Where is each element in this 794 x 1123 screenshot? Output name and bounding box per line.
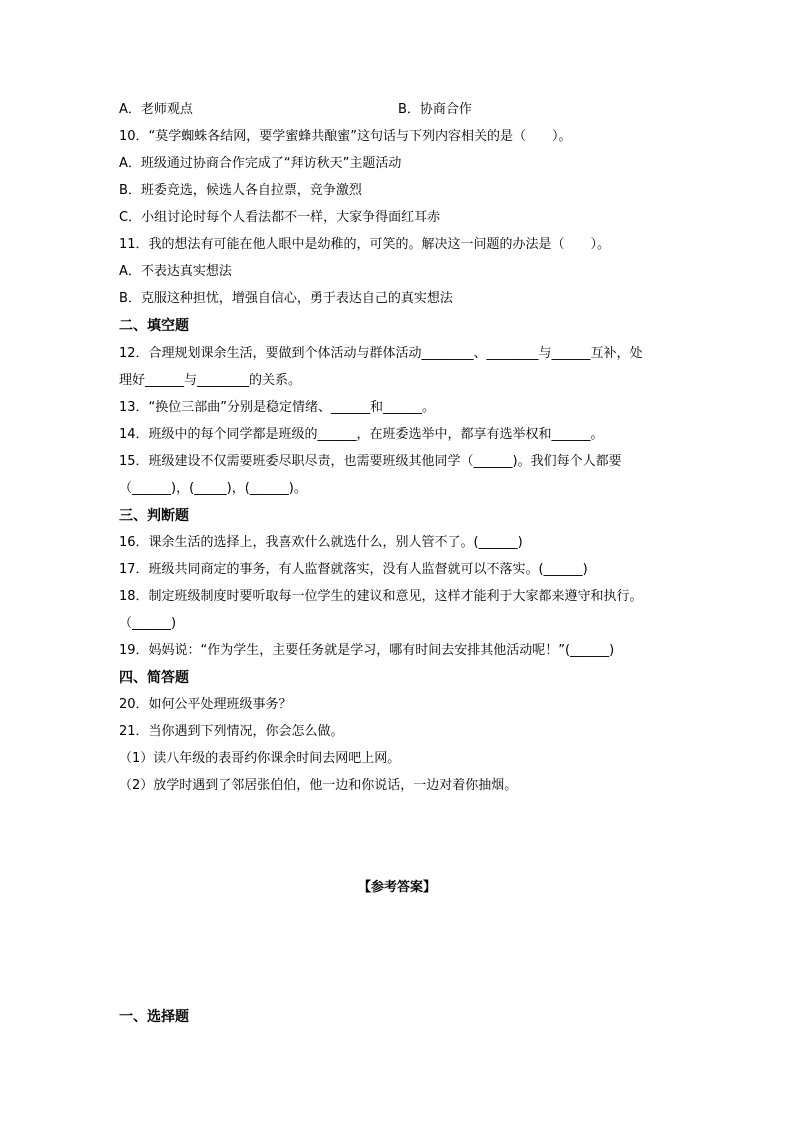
section-short-answer-title: 四、简答题 [119, 670, 189, 686]
question-11-stem: 11．我的想法有可能在他人眼中是幼稚的，可笑的。解决这一问题的办法是（ ）。 [119, 237, 611, 252]
section-judgement-title: 三、判断题 [119, 508, 189, 524]
question-14: 14．班级中的每个同学都是班级的______，在班委选举中，都享有选举权和______。 [119, 427, 604, 442]
question-15-line-2: （______)，(_____)，(______)。 [119, 481, 307, 496]
question-18-line-2: （______) [119, 616, 177, 631]
question-10-stem: 10．“莫学蜘蛛各结网，要学蜜蜂共酿蜜”这句话与下列内容相关的是（ ）。 [119, 129, 572, 144]
answers-title: 【参考答案】 [357, 880, 436, 895]
question-12-line-2: 理好______与________的关系。 [119, 373, 302, 388]
question-12-line-1: 12．合理规划课余生活，要做到个体活动与群体活动________、________与______互补，处 [119, 346, 643, 361]
section-choice-title: 一、选择题 [119, 1009, 189, 1025]
question-10-option-a: A．班级通过协商合作完成了“拜访秋天”主题活动 [119, 156, 402, 171]
question-11-option-b: B．克服这种担忧，增强自信心，勇于表达自己的真实想法 [119, 291, 453, 306]
section-fill-in-title: 二、填空题 [119, 318, 189, 334]
question-20: 20．如何公平处理班级事务？ [119, 697, 292, 712]
question-16: 16．课余生活的选择上，我喜欢什么就选什么，别人管不了。(______) [119, 535, 523, 550]
question-13: 13．“换位三部曲”分别是稳定情绪、______和______。 [119, 400, 436, 415]
question-21-stem: 21．当你遇到下列情况，你会怎么做。 [119, 724, 344, 739]
question-21-item-2: （2）放学时遇到了邻居张伯伯，他一边和你说话，一边对着你抽烟。 [119, 778, 518, 793]
question-19: 19．妈妈说：“作为学生，主要任务就是学习，哪有时间去安排其他活动呢！”(______) [119, 643, 615, 658]
option-a-teacher-view: A．老师观点 [119, 102, 193, 117]
question-17: 17．班级共同商定的事务，有人监督就落实，没有人监督就可以不落实。(______) [119, 562, 588, 577]
question-21-item-1: （1）读八年级的表哥约你课余时间去网吧上网。 [119, 751, 401, 766]
question-10-option-b: B．班委竞选，候选人各自拉票，竞争激烈 [119, 183, 362, 198]
question-11-option-a: A．不表达真实想法 [119, 264, 232, 279]
question-15-line-1: 15．班级建设不仅需要班委尽职尽责，也需要班级其他同学（______)。我们每个人都要 [119, 454, 622, 469]
option-b-negotiation: B．协商合作 [398, 102, 472, 117]
question-18-line-1: 18．制定班级制度时要听取每一位学生的建议和意见，这样才能利于大家都来遵守和执行。 [119, 589, 643, 604]
question-10-option-c: C．小组讨论时每个人看法都不一样，大家争得面红耳赤 [119, 210, 441, 225]
